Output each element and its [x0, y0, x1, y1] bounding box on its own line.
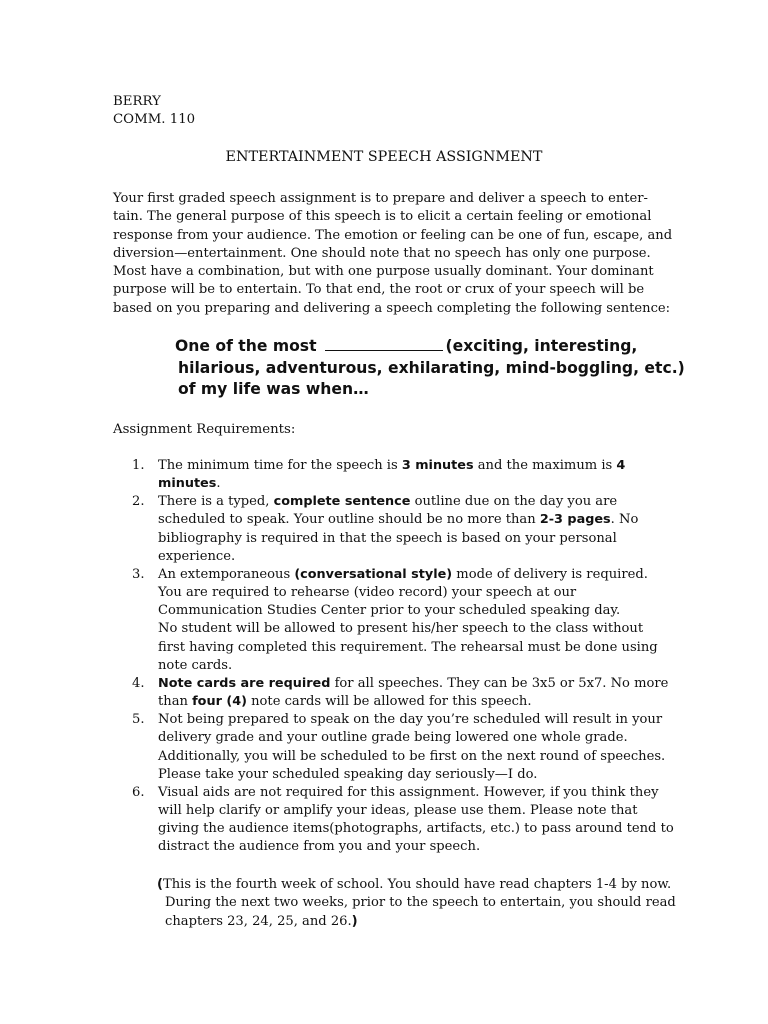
requirement-number: 2. [132, 494, 145, 510]
requirement-line [158, 711, 663, 729]
speech-prompt [175, 336, 685, 401]
requirement-line [158, 693, 652, 711]
requirement-line [158, 530, 652, 548]
prompt-line-3: of my life was when… [178, 380, 369, 398]
requirement-text: delivery grade and your outline grade being lowered one whole grade. [158, 730, 628, 746]
requirement-text: . No [610, 512, 639, 528]
requirement-text: . [216, 476, 221, 492]
requirement-text: will help clarify or amplify your ideas, please use them. Please note that [158, 802, 638, 818]
intro-line: purpose will be to entertain. To that end, the root or crux of your speech will be [113, 282, 645, 298]
requirement-number: 4. [132, 675, 145, 691]
requirement-text: Communication Studies Center prior to your scheduled speaking day. [158, 603, 621, 619]
requirement-text: giving the audience items(photographs, artifacts, etc.) to pass around tend to [158, 821, 674, 837]
requirements-list [132, 457, 674, 856]
requirement-item [132, 711, 666, 784]
requirement-line [158, 584, 652, 602]
requirement-line [158, 748, 666, 766]
requirement-line [158, 639, 658, 657]
requirement-item [132, 566, 658, 675]
prompt-start: One of the most [175, 337, 317, 355]
author-name: BERRY [113, 94, 161, 109]
intro-paragraph [113, 190, 673, 318]
requirement-text: Additionally, you will be scheduled to be first on the next round of speeches. [158, 748, 666, 764]
intro-line: response from your audience. The emotion or feeling can be one of fun, escape, and [113, 227, 673, 243]
requirement-text: than [158, 694, 193, 710]
requirement-text: outline due on the day you are [410, 494, 618, 510]
requirement-line [158, 602, 652, 620]
requirement-text: The minimum time for the speech is [158, 458, 402, 473]
requirement-number: 1. [132, 458, 145, 473]
emphasis-text: (conversational style) [294, 566, 453, 582]
course-code: COMM. 110 [113, 112, 196, 127]
requirement-line [158, 620, 652, 638]
note-close-paren: ) [351, 913, 358, 929]
requirement-text: mode of delivery is required. [452, 566, 648, 582]
note-text-1: This is the fourth week of school. You should have read chapters 1-4 by now. [162, 877, 672, 892]
requirement-line [158, 766, 652, 784]
requirement-text: No student will be allowed to present his/her speech to the class without [158, 621, 644, 637]
requirement-text: There is a typed, [158, 494, 274, 510]
requirement-line [158, 475, 652, 493]
requirement-item [132, 675, 669, 711]
requirement-item [132, 493, 652, 566]
emphasis-text: complete sentence [273, 494, 411, 510]
requirement-line [158, 548, 652, 566]
note-line-3 [157, 913, 657, 931]
emphasis-text: 4 [616, 458, 626, 473]
requirement-text: You are required to rehearse (video record) your speech at our [158, 585, 577, 601]
document-title: ENTERTAINMENT SPEECH ASSIGNMENT [225, 149, 543, 165]
requirement-line [158, 657, 652, 675]
requirement-line [158, 675, 669, 693]
prompt-line-1 [175, 336, 645, 358]
intro-line: Most have a combination, but with one purpose usually dominant. Your dominant [113, 264, 654, 280]
note-line-2: During the next two weeks, prior to the speech to entertain, you should read [165, 895, 676, 911]
requirement-number: 3. [132, 566, 145, 582]
emphasis-text: 3 minutes [401, 458, 474, 473]
requirement-line [158, 802, 652, 820]
intro-line: based on you preparing and delivering a speech completing the following sentence: [113, 300, 671, 316]
note-line-1 [157, 876, 672, 894]
requirement-text: first having completed this requirement. The rehearsal must be done using [158, 639, 658, 655]
prompt-options: (exciting, interesting, [445, 337, 638, 355]
requirement-text: bibliography is required in that the speech is based on your personal [158, 530, 617, 546]
requirement-text: Visual aids are not required for this assignment. However, if you think they [158, 784, 659, 800]
emphasis-text: four (4) [192, 694, 247, 710]
requirement-text: distract the audience from you and your speech. [158, 839, 481, 855]
requirement-line [158, 838, 652, 856]
requirement-text: Not being prepared to speak on the day you’re scheduled will result in your [158, 712, 663, 728]
intro-line: diversion—entertainment. One should note that no speech has only one purpose. [113, 245, 651, 261]
requirement-text: experience. [158, 548, 236, 564]
emphasis-text: 2-3 pages [539, 512, 611, 528]
requirement-line [158, 457, 652, 475]
prompt-line-2: hilarious, adventurous, exhilarating, mind-boggling, etc.) [178, 358, 685, 377]
requirement-item [132, 457, 652, 493]
requirement-text: scheduled to speak. Your outline should be no more than [158, 512, 540, 528]
note-text-3: chapters 23, 24, 25, and 26. [165, 913, 352, 929]
intro-line: Your first graded speech assignment is to prepare and deliver a speech to enter- [113, 191, 648, 206]
requirement-text: for all speeches. They can be 3x5 or 5x7. No more [330, 675, 669, 691]
note-open-paren: ( [157, 877, 163, 892]
emphasis-text: minutes [158, 476, 217, 492]
requirement-line [158, 511, 652, 529]
intro-line: tain. The general purpose of this speech is to elicit a certain feeling or emotional [113, 209, 652, 225]
requirement-line [158, 820, 674, 838]
requirement-number: 5. [132, 712, 145, 728]
requirement-line [158, 493, 652, 511]
requirements-heading: Assignment Requirements: [113, 422, 296, 437]
emphasis-text: Note cards are required [158, 675, 331, 691]
fill-in-blank [325, 336, 443, 351]
reading-note [157, 876, 676, 931]
requirement-item [132, 784, 674, 857]
requirement-line [158, 566, 652, 584]
requirement-text: note cards will be allowed for this speech. [246, 694, 532, 710]
requirement-line [158, 784, 659, 802]
requirement-text: and the maximum is [473, 458, 617, 473]
requirement-text: note cards. [158, 657, 233, 673]
requirement-text: An extemporaneous [158, 566, 295, 582]
requirement-number: 6. [132, 784, 145, 800]
requirement-text: Please take your scheduled speaking day seriously—I do. [158, 766, 538, 782]
requirement-line [158, 729, 652, 747]
